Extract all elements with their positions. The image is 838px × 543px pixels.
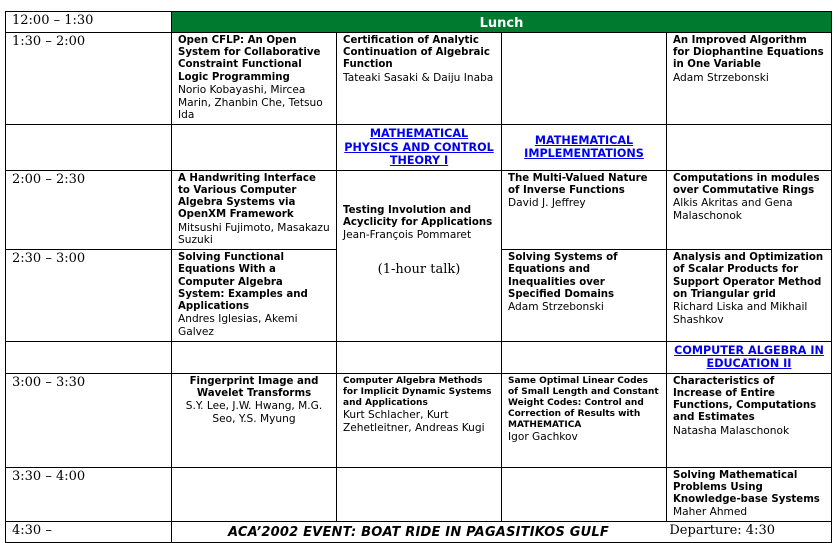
empty-cell — [502, 341, 667, 373]
talk-authors: Mitsushi Fujimoto, Masakazu Suzuki — [178, 221, 330, 247]
talk-note: (1-hour talk) — [377, 261, 461, 277]
talk-authors: Maher Ahmed — [673, 506, 748, 519]
empty-cell — [502, 467, 667, 521]
session-link-math-physics[interactable]: MATHEMATICAL PHYSICS AND CONTROL THEORY I — [344, 127, 494, 168]
talk-authors: Tateaki Sasaki & Daiju Inaba — [343, 71, 494, 84]
talk-title: Solving Systems of Equations and Inequalities over Specified Domains — [508, 252, 618, 300]
talk-cell — [667, 467, 832, 521]
talk-title: Open CFLP: An Open System for Collaborative Constraint Functional Logic Programming — [178, 35, 321, 83]
event-title: ACA’2002 EVENT: BOAT RIDE IN PAGASITIKOS GULF — [228, 525, 609, 541]
talk-cell — [502, 250, 667, 342]
talk-authors: Adam Strzebonski — [508, 300, 604, 313]
row-lunch — [6, 12, 832, 33]
talk-cell — [502, 170, 667, 249]
schedule-table — [5, 11, 832, 543]
talk-cell — [172, 170, 337, 249]
talk-title: Fingerprint Image and Wavelet Transforms — [189, 375, 319, 399]
session-cell — [337, 125, 502, 171]
talk-authors: David J. Jeffrey — [508, 197, 586, 210]
talk-cell — [667, 250, 832, 342]
talk-title: A Handwriting Interface to Various Computer Algebra Systems via OpenXM Framework — [178, 172, 316, 221]
talk-authors: Kurt Schlacher, Kurt Zehetleitner, Andreas Kugi — [343, 408, 485, 434]
talk-cell — [337, 33, 502, 125]
empty-cell — [337, 341, 502, 373]
talk-title: An Improved Algorithm for Diophantine Equations in One Variable — [673, 35, 824, 71]
talk-cell — [667, 33, 832, 125]
talk-authors: Andres Iglesias, Akemi Galvez — [178, 313, 298, 338]
empty-cell — [6, 125, 172, 171]
lunch-banner: Lunch — [172, 12, 832, 33]
time-slot: 3:30 – 4:00 — [6, 467, 172, 521]
talk-title: Same Optimal Linear Codes of Small Length and Constant Weight Codes: Control and Correction of Results with MATHEMATICA — [508, 375, 659, 430]
talk-title: Certification of Analytic Continuation of Algebraic Function — [343, 35, 490, 71]
event-departure: Departure: 4:30 — [669, 523, 775, 539]
talk-authors: Igor Gachkov — [508, 430, 578, 443]
time-slot: 2:00 – 2:30 — [6, 170, 172, 249]
talk-title: Characteristics of Increase of Entire Functions, Computations and Estimates — [673, 375, 817, 424]
talk-authors: Richard Liska and Mikhail Shashkov — [673, 300, 808, 326]
row-200 — [6, 170, 832, 249]
talk-cell — [337, 373, 502, 467]
empty-cell — [6, 341, 172, 373]
event-cell — [172, 522, 832, 543]
row-330 — [6, 467, 832, 521]
talk-cell — [337, 170, 502, 341]
talk-authors: Jean-François Pommaret — [343, 229, 472, 242]
session-cell — [502, 125, 667, 171]
talk-cell — [502, 373, 667, 467]
talk-authors: S.Y. Lee, J.W. Hwang, M.G. Seo, Y.S. Myung — [185, 400, 323, 425]
row-event — [6, 522, 832, 543]
session-link-math-impl[interactable]: MATHEMATICAL IMPLEMENTATIONS — [524, 133, 644, 161]
time-slot: 2:30 – 3:00 — [6, 250, 172, 342]
row-sessions-2 — [6, 341, 832, 373]
empty-cell — [337, 467, 502, 521]
empty-cell — [172, 467, 337, 521]
talk-cell — [172, 250, 337, 342]
row-300 — [6, 373, 832, 467]
talk-title: Solving Functional Equations With a Computer Algebra System: Examples and Applications — [178, 252, 308, 312]
empty-cell — [667, 125, 832, 171]
talk-cell — [667, 170, 832, 249]
time-slot: 12:00 – 1:30 — [6, 12, 172, 33]
talk-authors: Norio Kobayashi, Mircea Marin, Zhanbin Che, Tetsuo Ida — [178, 83, 323, 122]
time-slot: 3:00 – 3:30 — [6, 373, 172, 467]
session-cell — [667, 341, 832, 373]
talk-authors: Natasha Malaschonok — [673, 424, 790, 437]
talk-cell — [172, 33, 337, 125]
time-slot: 1:30 – 2:00 — [6, 33, 172, 125]
talk-authors: Adam Strzebonski — [673, 71, 769, 84]
empty-cell — [172, 341, 337, 373]
session-link-education[interactable]: COMPUTER ALGEBRA IN EDUCATION II — [674, 343, 824, 371]
talk-cell — [172, 373, 337, 467]
time-slot: 4:30 – — [6, 522, 172, 543]
row-130 — [6, 33, 832, 125]
empty-cell — [502, 33, 667, 125]
talk-title: Solving Mathematical Problems Using Knowledge-base Systems — [673, 469, 820, 506]
talk-title: Computer Algebra Methods for Implicit Dynamic Systems and Applications — [343, 375, 492, 408]
talk-title: Computations in modules over Commutative Rings — [673, 172, 820, 196]
talk-authors: Alkis Akritas and Gena Malaschonok — [673, 197, 793, 222]
talk-title: Analysis and Optimization of Scalar Products for Support Operator Method on Triangular grid — [673, 252, 824, 300]
talk-title: Testing Involution and Acyclicity for Applications — [343, 204, 493, 228]
row-sessions — [6, 125, 832, 171]
talk-title: The Multi-Valued Nature of Inverse Functions — [508, 172, 648, 196]
empty-cell — [172, 125, 337, 171]
talk-cell — [667, 373, 832, 467]
